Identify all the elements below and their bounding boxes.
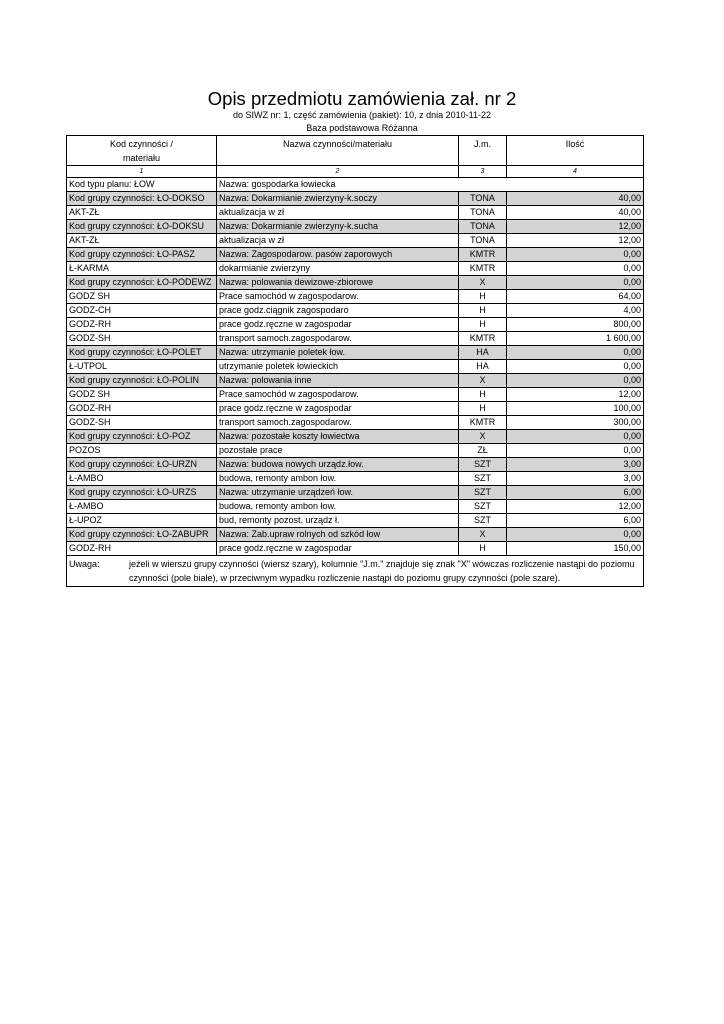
document-title: Opis przedmiotu zamówienia zał. nr 2	[207, 88, 517, 109]
item-row	[67, 444, 644, 458]
note-row	[67, 556, 644, 587]
cell-unit: KMTR	[459, 248, 507, 262]
cell-name: Nazwa: Zab.upraw rolnych od szkód łow	[217, 528, 459, 542]
item-row	[67, 472, 644, 486]
cell-unit: KMTR	[459, 262, 507, 276]
cell-qty: 40,00	[507, 206, 644, 220]
cell-name: Nazwa: polowania inne	[217, 374, 459, 388]
cell-qty: 6,00	[507, 514, 644, 528]
item-row	[67, 500, 644, 514]
item-row	[67, 360, 644, 374]
item-row	[67, 234, 644, 248]
cell-code: Kod grupy czynności: ŁO-PODEWZ	[67, 276, 217, 290]
cell-name: dokarmianie zwierzyny	[217, 262, 459, 276]
cell-qty: 0,00	[507, 444, 644, 458]
item-row	[67, 542, 644, 556]
cell-qty: 64,00	[507, 290, 644, 304]
cell-name: Nazwa: utrzymanie urządzeń łow.	[217, 486, 459, 500]
cell-code: GODZ-RH	[67, 542, 217, 556]
cell-unit: H	[459, 290, 507, 304]
cell-qty: 6,00	[507, 486, 644, 500]
cell-name: utrzymanie poletek łowieckich	[217, 360, 459, 374]
cell-qty: 0,00	[507, 360, 644, 374]
note-label: Uwaga:	[69, 559, 100, 569]
cell-unit: TONA	[459, 220, 507, 234]
cell-name: transport samoch.zagospodarow.	[217, 332, 459, 346]
column-number: 1	[67, 166, 217, 178]
item-row	[67, 402, 644, 416]
cell-code: Kod grupy czynności: ŁO-DOKSU	[67, 220, 217, 234]
cell-unit: X	[459, 276, 507, 290]
cell-unit: HA	[459, 346, 507, 360]
group-row	[67, 458, 644, 472]
cell-name: Nazwa: Zagospodarow. pasów zaporowych	[217, 248, 459, 262]
header-unit: J.m.	[459, 136, 507, 166]
cell-name: prace godz.ciągnik zagospodaro	[217, 304, 459, 318]
cell-name: budowa, remonty ambon łow.	[217, 500, 459, 514]
cell-code: GODZ SH	[67, 290, 217, 304]
cell-code: Kod grupy czynności: ŁO-ZABUPR	[67, 528, 217, 542]
cell-unit: SZT	[459, 486, 507, 500]
cell-qty: 0,00	[507, 276, 644, 290]
cell-unit: SZT	[459, 500, 507, 514]
group-row	[67, 528, 644, 542]
item-row	[67, 416, 644, 430]
cell-code: Kod grupy czynności: ŁO-PASZ	[67, 248, 217, 262]
cell-name: prace godz.ręczne w zagospodar	[217, 402, 459, 416]
header-row	[67, 136, 644, 166]
cell-unit: X	[459, 374, 507, 388]
cell-name: transport samoch.zagospodarow.	[217, 416, 459, 430]
cell-unit: TONA	[459, 206, 507, 220]
group-row	[67, 220, 644, 234]
cell-qty: 0,00	[507, 248, 644, 262]
cell-name: aktualizacja w zł	[217, 206, 459, 220]
cell-code: Ł-AMBO	[67, 472, 217, 486]
cell-qty: 0,00	[507, 430, 644, 444]
cell-name: Prace samochód w zagospodarow.	[217, 290, 459, 304]
cell-code: GODZ-SH	[67, 332, 217, 346]
cell-qty: 800,00	[507, 318, 644, 332]
note-cell	[67, 556, 644, 587]
cell-unit: H	[459, 542, 507, 556]
cell-unit: H	[459, 304, 507, 318]
item-row	[67, 388, 644, 402]
plan-row	[67, 178, 644, 192]
item-row	[67, 290, 644, 304]
cell-unit: H	[459, 402, 507, 416]
header-code: Kod czynności / materiału	[67, 136, 217, 166]
note-text: jeżeli w wierszu grupy czynności (wiersz szary), kolumnie "J.m." znajduje się znak "X" wówczas rozliczenie nastąpi do poziomu czynności (pole białe), w przeciwnym wypadku rozliczenie nastąpi do poziomu grupy czynności (pole szare).	[129, 559, 635, 583]
cell-code: GODZ-RH	[67, 318, 217, 332]
cell-name: prace godz.ręczne w zagospodar	[217, 542, 459, 556]
cell-qty: 12,00	[507, 500, 644, 514]
cell-name: Nazwa: Dokarmianie zwierzyny-k.sucha	[217, 220, 459, 234]
cell-code: GODZ SH	[67, 388, 217, 402]
item-row	[67, 332, 644, 346]
group-row	[67, 486, 644, 500]
group-row	[67, 346, 644, 360]
header-name: Nazwa czynności/materiału	[217, 136, 459, 166]
cell-name: Nazwa: budowa nowych urządz.łow.	[217, 458, 459, 472]
cell-code: AKT-ZŁ	[67, 206, 217, 220]
document-subtitle: do SIWZ nr: 1, część zamówienia (pakiet): 10, z dnia 2010-11-22	[233, 110, 491, 120]
cell-qty: 1 600,00	[507, 332, 644, 346]
cell-qty: 12,00	[507, 220, 644, 234]
item-row	[67, 318, 644, 332]
item-row	[67, 514, 644, 528]
cell-qty: 40,00	[507, 192, 644, 206]
item-row	[67, 206, 644, 220]
cell-name: aktualizacja w zł	[217, 234, 459, 248]
cell-code: Kod grupy czynności: ŁO-URZS	[67, 486, 217, 500]
group-row	[67, 276, 644, 290]
cell-unit: X	[459, 528, 507, 542]
column-number: 2	[217, 166, 459, 178]
cell-code: Kod grupy czynności: ŁO-POLET	[67, 346, 217, 360]
cell-unit: X	[459, 430, 507, 444]
plan-name: Nazwa: gospodarka łowiecka	[217, 178, 459, 192]
cell-qty: 0,00	[507, 346, 644, 360]
cell-name: pozostałe prace	[217, 444, 459, 458]
cell-unit: HA	[459, 360, 507, 374]
cell-qty: 3,00	[507, 472, 644, 486]
cell-name: Nazwa: pozostałe koszty łowiectwa	[217, 430, 459, 444]
cell-qty: 12,00	[507, 234, 644, 248]
group-row	[67, 248, 644, 262]
cell-name: bud, remonty pozost. urządz ł.	[217, 514, 459, 528]
cell-qty: 4,00	[507, 304, 644, 318]
column-number: 3	[459, 166, 507, 178]
cell-qty: 0,00	[507, 528, 644, 542]
cell-code: Kod grupy czynności: ŁO-URZN	[67, 458, 217, 472]
cell-unit: TONA	[459, 192, 507, 206]
cell-code: AKT-ZŁ	[67, 234, 217, 248]
cell-code: GODZ-CH	[67, 304, 217, 318]
base-name: Baza podstawowa Różanna	[306, 123, 418, 133]
cell-code: Ł-AMBO	[67, 500, 217, 514]
group-row	[67, 192, 644, 206]
cell-unit: H	[459, 318, 507, 332]
cell-unit: SZT	[459, 458, 507, 472]
column-number-row	[67, 166, 644, 178]
item-row	[67, 304, 644, 318]
cell-name: budowa, remonty ambon łow.	[217, 472, 459, 486]
cell-name: Prace samochód w zagospodarow.	[217, 388, 459, 402]
cell-code: Kod grupy czynności: ŁO-POLIN	[67, 374, 217, 388]
cell-unit: H	[459, 388, 507, 402]
cell-qty: 0,00	[507, 374, 644, 388]
cell-code: Kod grupy czynności: ŁO-POZ	[67, 430, 217, 444]
cell-qty: 300,00	[507, 416, 644, 430]
cell-code: Ł-UPOZ	[67, 514, 217, 528]
cell-name: Nazwa: Dokarmianie zwierzyny-k.soczy	[217, 192, 459, 206]
group-row	[67, 430, 644, 444]
cell-code: Ł-KARMA	[67, 262, 217, 276]
cell-qty: 3,00	[507, 458, 644, 472]
cell-unit: KMTR	[459, 332, 507, 346]
header-qty: Ilość	[507, 136, 644, 166]
cell-unit: ZŁ	[459, 444, 507, 458]
cell-unit: SZT	[459, 514, 507, 528]
group-row	[67, 374, 644, 388]
cell-qty: 12,00	[507, 388, 644, 402]
cell-unit: SZT	[459, 472, 507, 486]
item-row	[67, 262, 644, 276]
cell-code: GODZ-RH	[67, 402, 217, 416]
cell-qty: 0,00	[507, 262, 644, 276]
cell-code: POZOS	[67, 444, 217, 458]
cell-name: Nazwa: utrzymanie poletek łow.	[217, 346, 459, 360]
cell-qty: 100,00	[507, 402, 644, 416]
items-table	[66, 135, 644, 587]
cell-code: Kod grupy czynności: ŁO-DOKSO	[67, 192, 217, 206]
cell-code: Ł-UTPOL	[67, 360, 217, 374]
cell-unit: TONA	[459, 234, 507, 248]
cell-code: GODZ-SH	[67, 416, 217, 430]
plan-code: Kod typu planu: ŁOW	[67, 178, 217, 192]
cell-qty: 150,00	[507, 542, 644, 556]
cell-name: Nazwa: polowania dewizowe-zbiorowe	[217, 276, 459, 290]
cell-name: prace godz.ręczne w zagospodar	[217, 318, 459, 332]
cell-unit: KMTR	[459, 416, 507, 430]
column-number: 4	[507, 166, 644, 178]
